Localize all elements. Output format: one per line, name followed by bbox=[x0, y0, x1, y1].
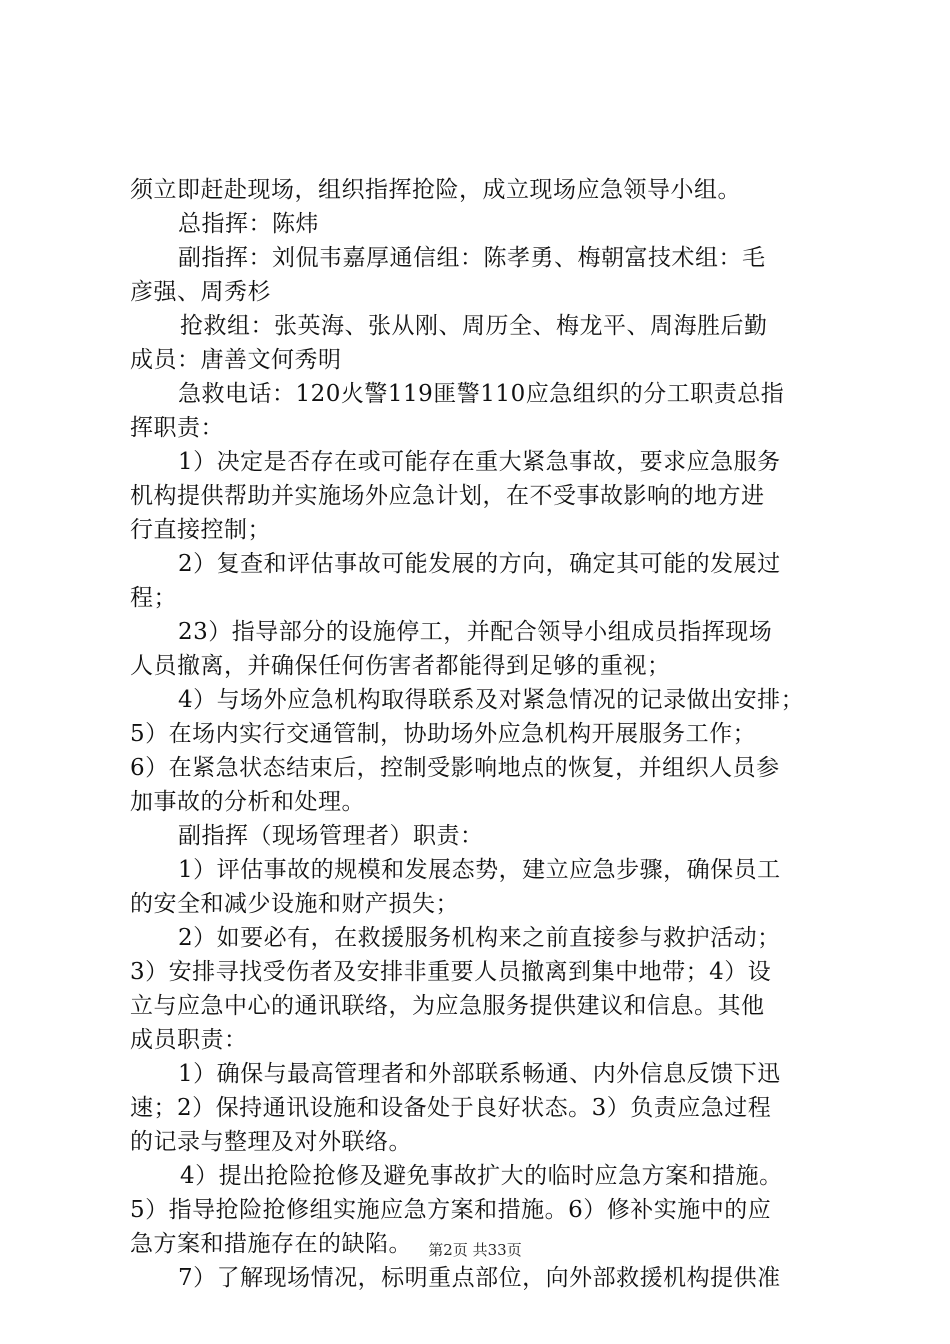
text-line: 1）确保与最高管理者和外部联系畅通、内外信息反馈下迅 bbox=[178, 1061, 781, 1087]
text-line: 挥职责： bbox=[130, 415, 224, 441]
text-line: 的安全和减少设施和财产损失； bbox=[130, 891, 459, 917]
page-number-footer: 第2页 共33页 bbox=[428, 1241, 522, 1259]
text-line: 6）在紧急状态结束后，控制受影响地点的恢复，并组织人员参 bbox=[130, 755, 780, 781]
text-line: 4）提出抢险抢修及避免事故扩大的临时应急方案和措施。 bbox=[180, 1163, 783, 1189]
text-line: 抢救组：张英海、张从刚、周历全、梅龙平、周海胜后勤 bbox=[180, 313, 768, 339]
text-line: 7）了解现场情况，标明重点部位，向外部救援机构提供准 bbox=[178, 1265, 781, 1291]
text-line: 须立即赶赴现场，组织指挥抢险，成立现场应急领导小组。 bbox=[130, 177, 741, 203]
text-line: 5）指导抢险抢修组实施应急方案和措施。6）修补实施中的应 bbox=[130, 1197, 772, 1223]
text-line: 副指挥：刘侃韦嘉厚通信组：陈孝勇、梅朝富技术组：毛 bbox=[178, 245, 766, 271]
text-line: 4）与场外应急机构取得联系及对紧急情况的记录做出安排； bbox=[178, 687, 805, 713]
document-body bbox=[130, 173, 840, 1295]
text-line: 2）如要必有，在救援服务机构来之前直接参与救护活动； bbox=[178, 925, 781, 951]
text-line: 彦强、周秀杉 bbox=[130, 279, 271, 305]
text-line: 3）安排寻找受伤者及安排非重要人员撤离到集中地带；4）设 bbox=[130, 959, 772, 985]
text-line: 成员职责： bbox=[130, 1027, 248, 1053]
text-line: 立与应急中心的通讯联络，为应急服务提供建议和信息。其他 bbox=[130, 993, 765, 1019]
text-line: 程； bbox=[130, 585, 177, 611]
text-line: 5）在场内实行交通管制，协助场外应急机构开展服务工作； bbox=[130, 721, 757, 747]
text-line: 急救电话：120火警119匪警110应急组织的分工职责总指 bbox=[178, 381, 785, 407]
text-line: 行直接控制； bbox=[130, 517, 271, 543]
text-line: 加事故的分析和处理。 bbox=[130, 789, 365, 815]
text-line: 的记录与整理及对外联络。 bbox=[130, 1129, 412, 1155]
text-line: 速；2）保持通讯设施和设备处于良好状态。3）负责应急过程 bbox=[130, 1095, 772, 1121]
text-line: 急方案和措施存在的缺陷。 bbox=[130, 1231, 412, 1257]
text-line: 成员：唐善文何秀明 bbox=[130, 347, 342, 373]
text-line: 1）评估事故的规模和发展态势，建立应急步骤，确保员工 bbox=[178, 857, 781, 883]
text-line: 总指挥：陈炜 bbox=[178, 211, 319, 237]
text-line: 2）复查和评估事故可能发展的方向，确定其可能的发展过 bbox=[178, 551, 781, 577]
text-line: 1）决定是否存在或可能存在重大紧急事故，要求应急服务 bbox=[178, 449, 781, 475]
text-line: 人员撤离，并确保任何伤害者都能得到足够的重视； bbox=[130, 653, 671, 679]
text-line: 机构提供帮助并实施场外应急计划，在不受事故影响的地方进 bbox=[130, 483, 765, 509]
text-line: 副指挥（现场管理者）职责： bbox=[178, 823, 484, 849]
text-line: 23）指导部分的设施停工，并配合领导小组成员指挥现场 bbox=[178, 619, 773, 645]
